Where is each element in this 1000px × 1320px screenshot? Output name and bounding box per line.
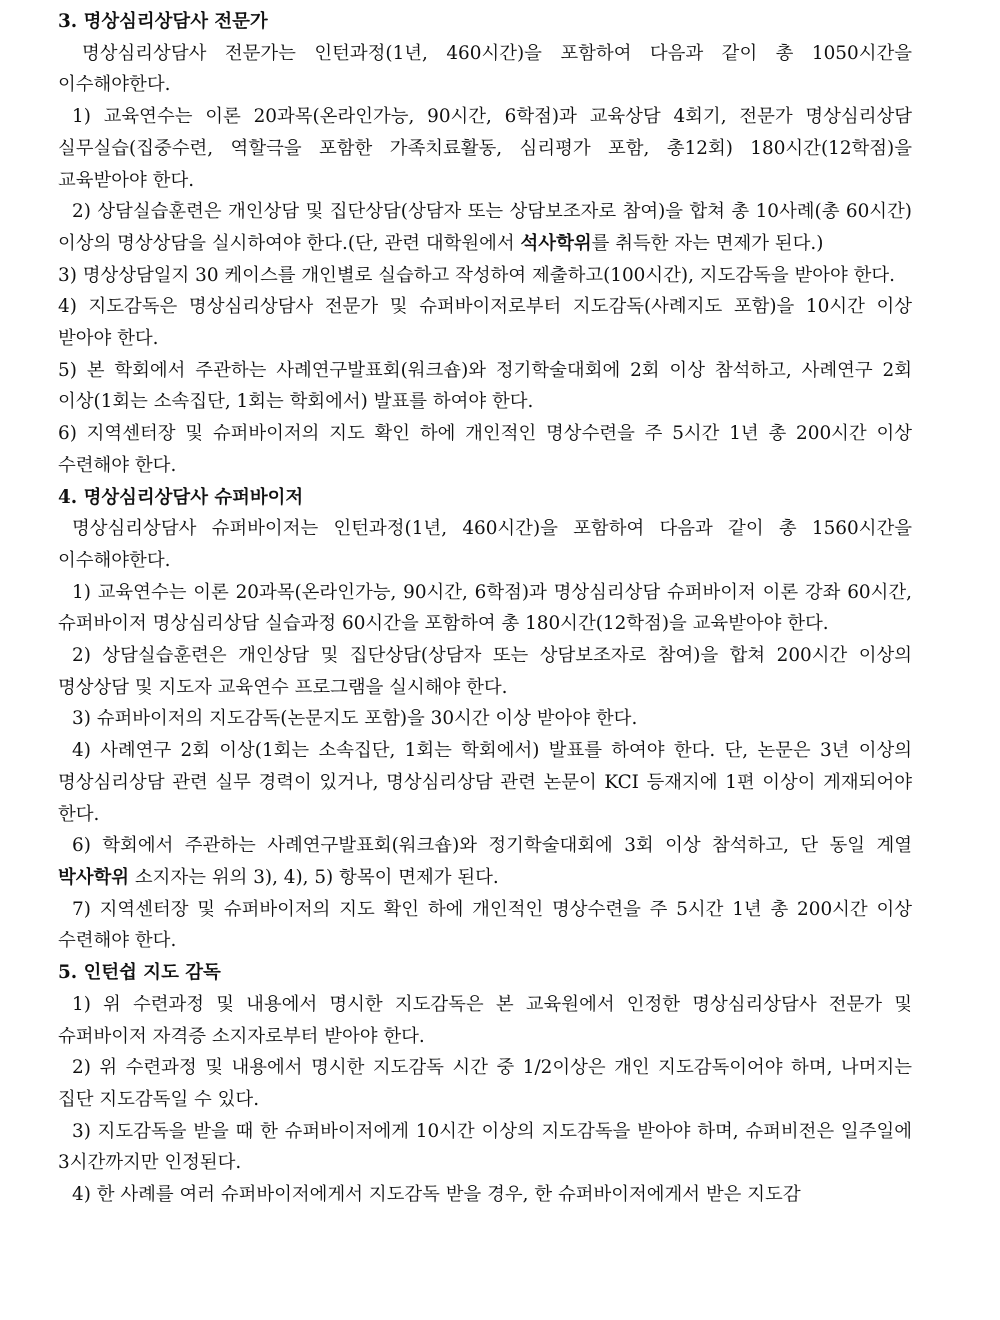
section-heading: 3. 명상심리상담사 전문가 [58, 11, 268, 32]
list-item: 4) 지도감독은 명상심리상담사 전문가 및 슈퍼바이저로부터 지도감독(사례지도 포함)을 10시간 이상 받아야 한다. [58, 296, 912, 350]
item-text: 6) 학회에서 주관하는 사례연구발표회(워크숍)와 정기학술대회에 3회 이상 참석하고, 단 동일 계열 [72, 835, 912, 857]
list-item: 2) 상담실습훈련은 개인상담 및 집단상담(상담자 또는 상담보조자로 참여)을 합쳐 200시간 이상의 명상상담 및 지도자 교육연수 프로그램을 실시해야 한다. [58, 645, 912, 698]
item-text: 소지자는 위의 3), 4), 5) 항목이 면제가 된다. [129, 866, 499, 888]
section-heading: 4. 명상심리상담사 슈퍼바이저 [58, 486, 304, 508]
list-item: 3) 지도감독을 받을 때 한 슈퍼바이저에게 10시간 이상의 지도감독을 받아야 하며, 슈퍼비전은 일주일에 3시간까지만 인정된다. [58, 1120, 912, 1174]
item-text: 를 취득한 자는 면제가 된다.) [591, 232, 824, 254]
list-item: 3) 명상상담일지 30 케이스를 개인별로 실습하고 작성하여 제출하고(100시간), 지도감독을 받아야 한다. [58, 264, 895, 286]
list-item: 4) 사례연구 2회 이상(1회는 소속집단, 1회는 학회에서) 발표를 하여야 한다. 단, 논문은 3년 이상의 명상심리상담 관련 실무 경력이 있거나, 명상심리상담 관련 논문이 KCI 등재지에 1편 이상이 게재되어야 한다. [58, 740, 912, 825]
list-item: 1) 위 수련과정 및 내용에서 명시한 지도감독은 본 교육원에서 인정한 명상심리상담사 전문가 및 슈퍼바이저 자격증 소지자로부터 받아야 한다. [58, 993, 912, 1047]
section-intro: 명상심리상담사 전문가는 인턴과정(1년, 460시간)을 포함하여 다음과 같이 총 1050시간을 이수해야한다. [58, 42, 912, 96]
bold-term: 박사학위 [58, 866, 130, 888]
section-heading: 5. 인턴쉽 지도 감독 [58, 962, 221, 984]
list-item: 1) 교육연수는 이론 20과목(온라인가능, 90시간, 6학점)과 교육상담 4회기, 전문가 명상심리상담 실무실습(집중수련, 역할극을 포함한 가족치료활동, 심리평가 포함, 총12회) 180시간(12학점)을 교육받아야 한다. [58, 106, 912, 191]
list-item: 5) 본 학회에서 주관하는 사례연구발표회(워크숍)와 정기학술대회에 2회 이상 참석하고, 사례연구 2회 이상(1회는 소속집단, 1회는 학회에서) 발표를 하여야 한다. [58, 359, 912, 413]
list-item: 2) 위 수련과정 및 내용에서 명시한 지도감독 시간 중 1/2이상은 개인 지도감독이어야 하며, 나머지는 집단 지도감독일 수 있다. [58, 1057, 912, 1110]
list-item: 3) 슈퍼바이저의 지도감독(논문지도 포함)을 30시간 이상 받아야 한다. [72, 708, 638, 730]
list-item [58, 830, 912, 893]
list-item: 4) 한 사례를 여러 슈퍼바이저에게서 지도감독 받을 경우, 한 슈퍼바이저에게서 받은 지도감 [72, 1184, 801, 1206]
list-item [58, 196, 912, 259]
section-intro: 명상심리상담사 슈퍼바이저는 인턴과정(1년, 460시간)을 포함하여 다음과 같이 총 1560시간을 이수해야한다. [58, 518, 912, 571]
list-item: 6) 지역센터장 및 슈퍼바이저의 지도 확인 하에 개인적인 명상수련을 주 5시간 1년 총 200시간 이상 수련해야 한다. [58, 423, 912, 476]
list-item: 1) 교육연수는 이론 20과목(온라인가능, 90시간, 6학점)과 명상심리상담 슈퍼바이저 이론 강좌 60시간, 슈퍼바이저 명상심리상담 실습과정 60시간을 포함하여 총 180시간(12학점)을 교육받아야 한다. [58, 581, 912, 635]
bold-term: 석사학위 [520, 232, 592, 254]
list-item: 7) 지역센터장 및 슈퍼바이저의 지도 확인 하에 개인적인 명상수련을 주 5시간 1년 총 200시간 이상 수련해야 한다. [58, 898, 912, 952]
item-text: 2) 상담실습훈련은 개인상담 및 집단상담(상담자 또는 상담보조자로 참여)을 합쳐 총 10사례(총 60시간) 이상의 명상상담을 실시하여야 한다.(단, 관련 대학원에서 [58, 201, 912, 254]
